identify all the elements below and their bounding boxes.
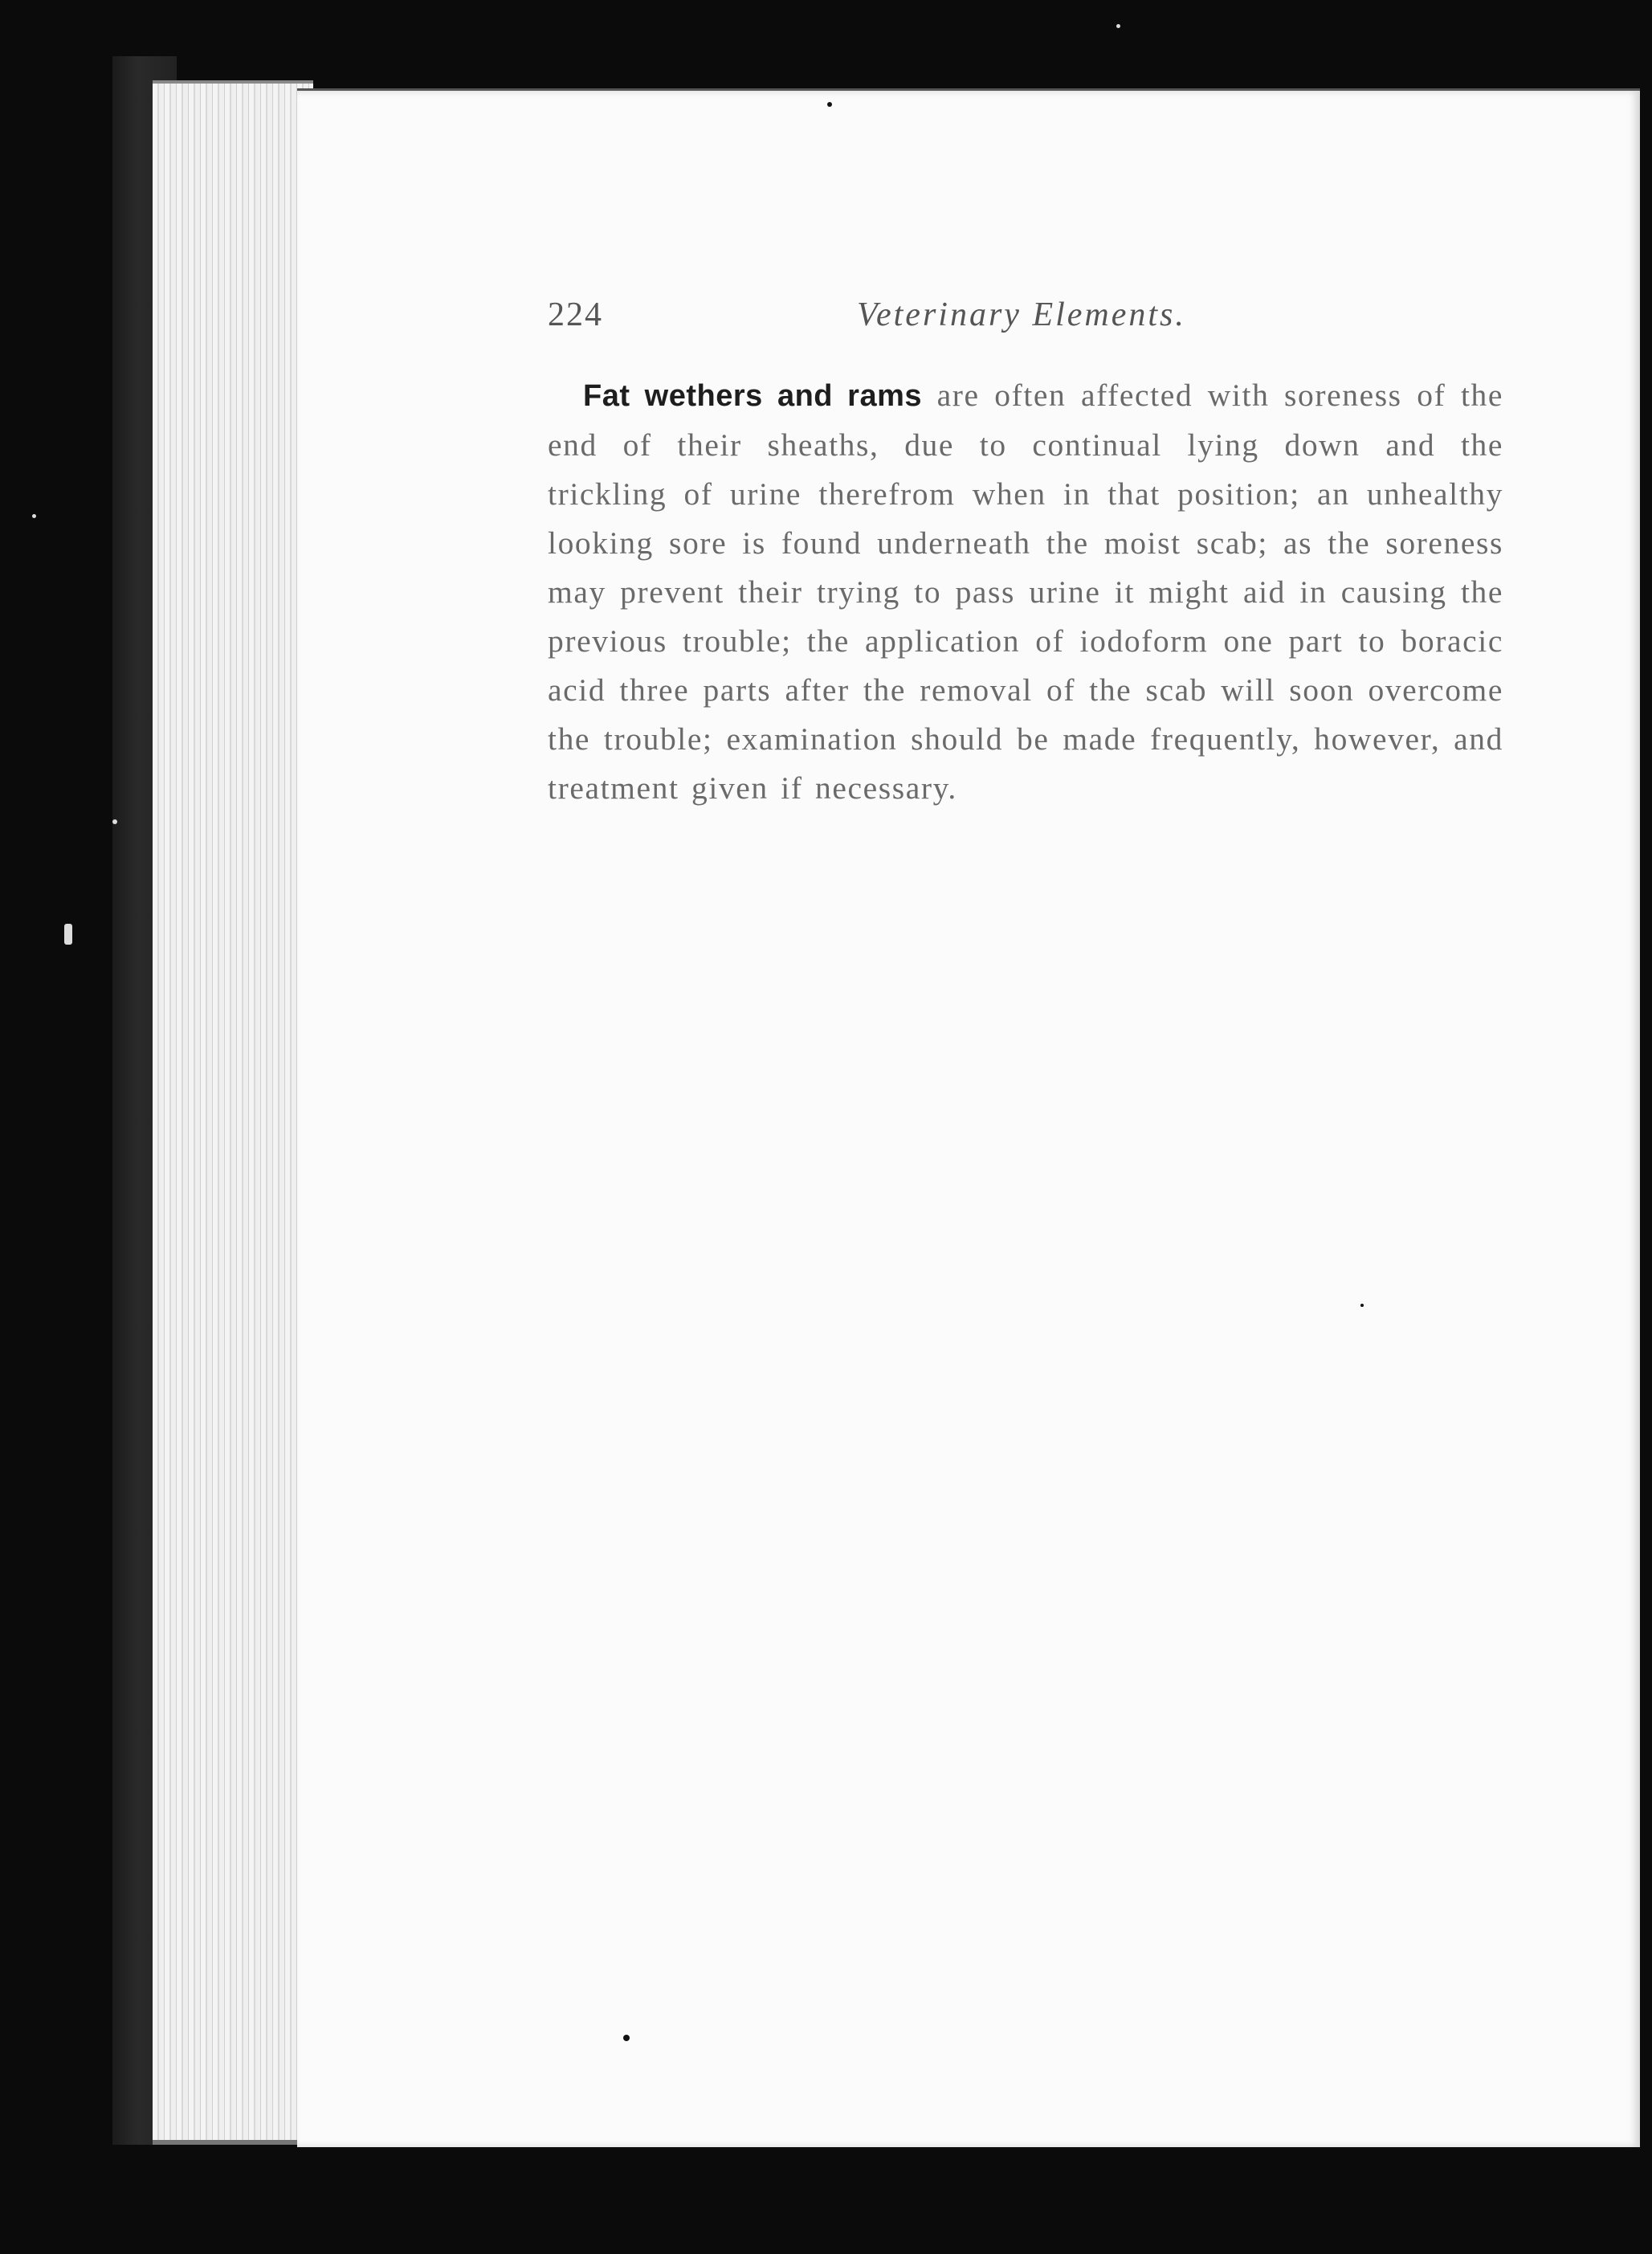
scan-speck <box>112 819 117 824</box>
scan-speck <box>64 924 72 945</box>
book-page <box>297 88 1640 2147</box>
paragraph-text: are often affected with soreness of the end of their sheaths, due to continual lying down and the trickling of urine therefrom when in that position; an unhealthy looking sore is found underneath the moist scab; as the soreness may prevent their trying to pass urine it might aid in causing the previous trouble; the application of iodoform one part to boracic acid three parts after the removal of the scab will soon overcome the trouble; examination should be made frequently, however, and treatment given if necessary. <box>548 378 1503 806</box>
scan-speck <box>32 514 36 518</box>
page-edges <box>153 80 313 2145</box>
running-title: Veterinary Elements. <box>857 296 1186 333</box>
page-header <box>548 296 1503 344</box>
scan-speck <box>1360 1304 1364 1307</box>
scan-speck <box>1116 24 1120 28</box>
scan-speck <box>827 102 832 107</box>
page-content <box>548 296 1503 845</box>
body-paragraph <box>548 371 1503 813</box>
page-number: 224 <box>548 296 603 333</box>
scan-speck <box>623 2035 630 2041</box>
paragraph-lead-in: Fat wethers and rams <box>583 379 923 413</box>
